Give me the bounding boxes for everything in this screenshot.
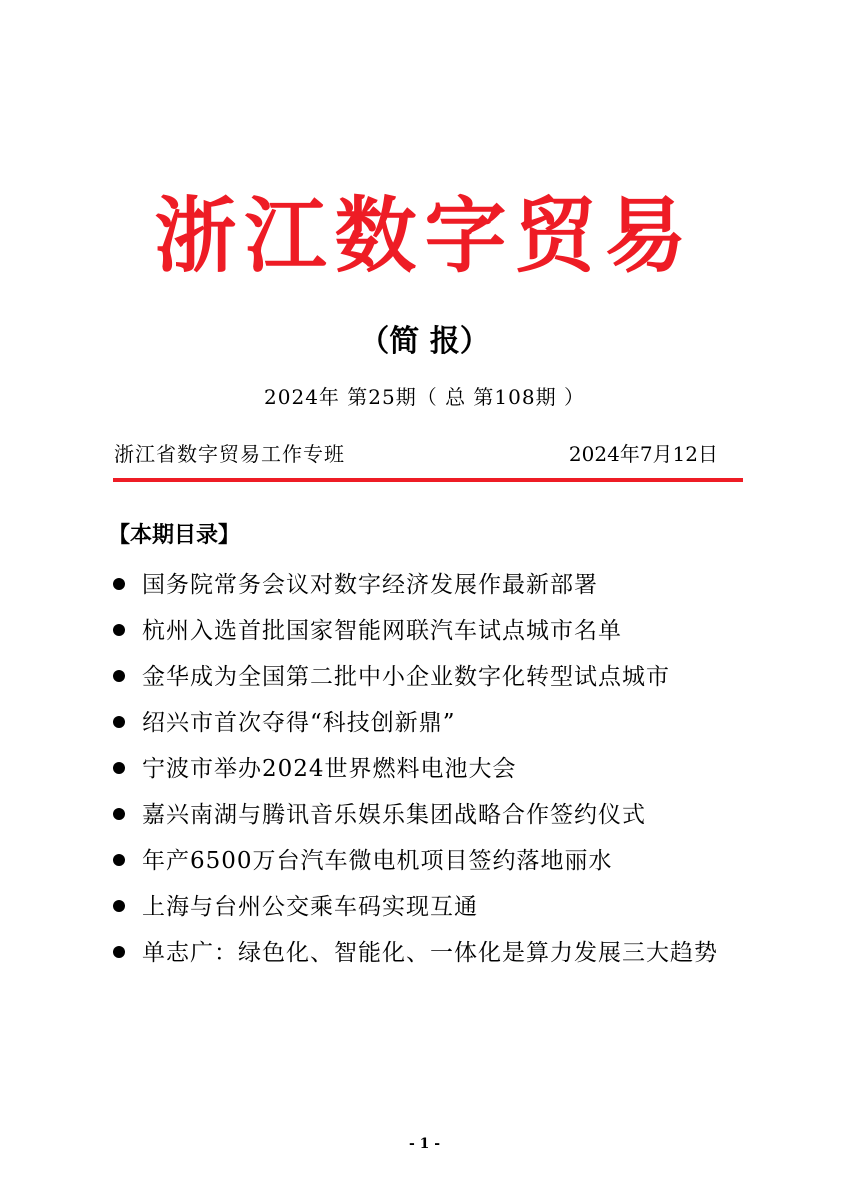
masthead-title: 浙江数字贸易 <box>154 189 695 284</box>
toc-list <box>113 562 753 976</box>
toc-item-text: 绍兴市首次夺得“科技创新鼎” <box>142 710 456 736</box>
page-number: - 1 - <box>408 1136 441 1152</box>
bullet-icon <box>113 946 125 958</box>
bullet-icon <box>113 578 125 590</box>
publish-date: 2024年7月12日 <box>568 442 718 466</box>
publisher-info-row <box>114 438 718 470</box>
bullet-icon <box>113 624 125 636</box>
toc-item <box>113 654 753 700</box>
toc-item-text: 金华成为全国第二批中小企业数字化转型试点城市 <box>142 664 670 690</box>
bullet-icon <box>113 716 125 728</box>
publisher: 浙江省数字贸易工作专班 <box>114 442 345 466</box>
toc-item-text: 上海与台州公交乘车码实现互通 <box>142 894 478 920</box>
toc-item-text: 年产6500万台汽车微电机项目签约落地丽水 <box>142 848 613 874</box>
masthead-subtitle: （简 报） <box>359 324 490 359</box>
issue-number: 2024年 第25期（ 总 第108期 ） <box>264 385 585 409</box>
toc-item <box>113 792 753 838</box>
red-divider <box>113 478 743 482</box>
toc-item <box>113 562 753 608</box>
toc-item <box>113 838 753 884</box>
toc-item <box>113 930 753 976</box>
toc-item-text: 单志广：绿色化、智能化、一体化是算力发展三大趋势 <box>142 940 718 966</box>
toc-item-text: 国务院常务会议对数字经济发展作最新部署 <box>142 572 598 598</box>
toc-item <box>113 608 753 654</box>
toc-item-text: 嘉兴南湖与腾讯音乐娱乐集团战略合作签约仪式 <box>142 802 646 828</box>
bullet-icon <box>113 762 125 774</box>
bullet-icon <box>113 854 125 866</box>
toc-item-text: 宁波市举办2024世界燃料电池大会 <box>142 756 517 782</box>
toc-item <box>113 700 753 746</box>
toc-item <box>113 746 753 792</box>
bullet-icon <box>113 808 125 820</box>
toc-item <box>113 884 753 930</box>
toc-heading: 【本期目录】 <box>108 523 241 548</box>
bullet-icon <box>113 900 125 912</box>
toc-item-text: 杭州入选首批国家智能网联汽车试点城市名单 <box>142 618 622 644</box>
bullet-icon <box>113 670 125 682</box>
